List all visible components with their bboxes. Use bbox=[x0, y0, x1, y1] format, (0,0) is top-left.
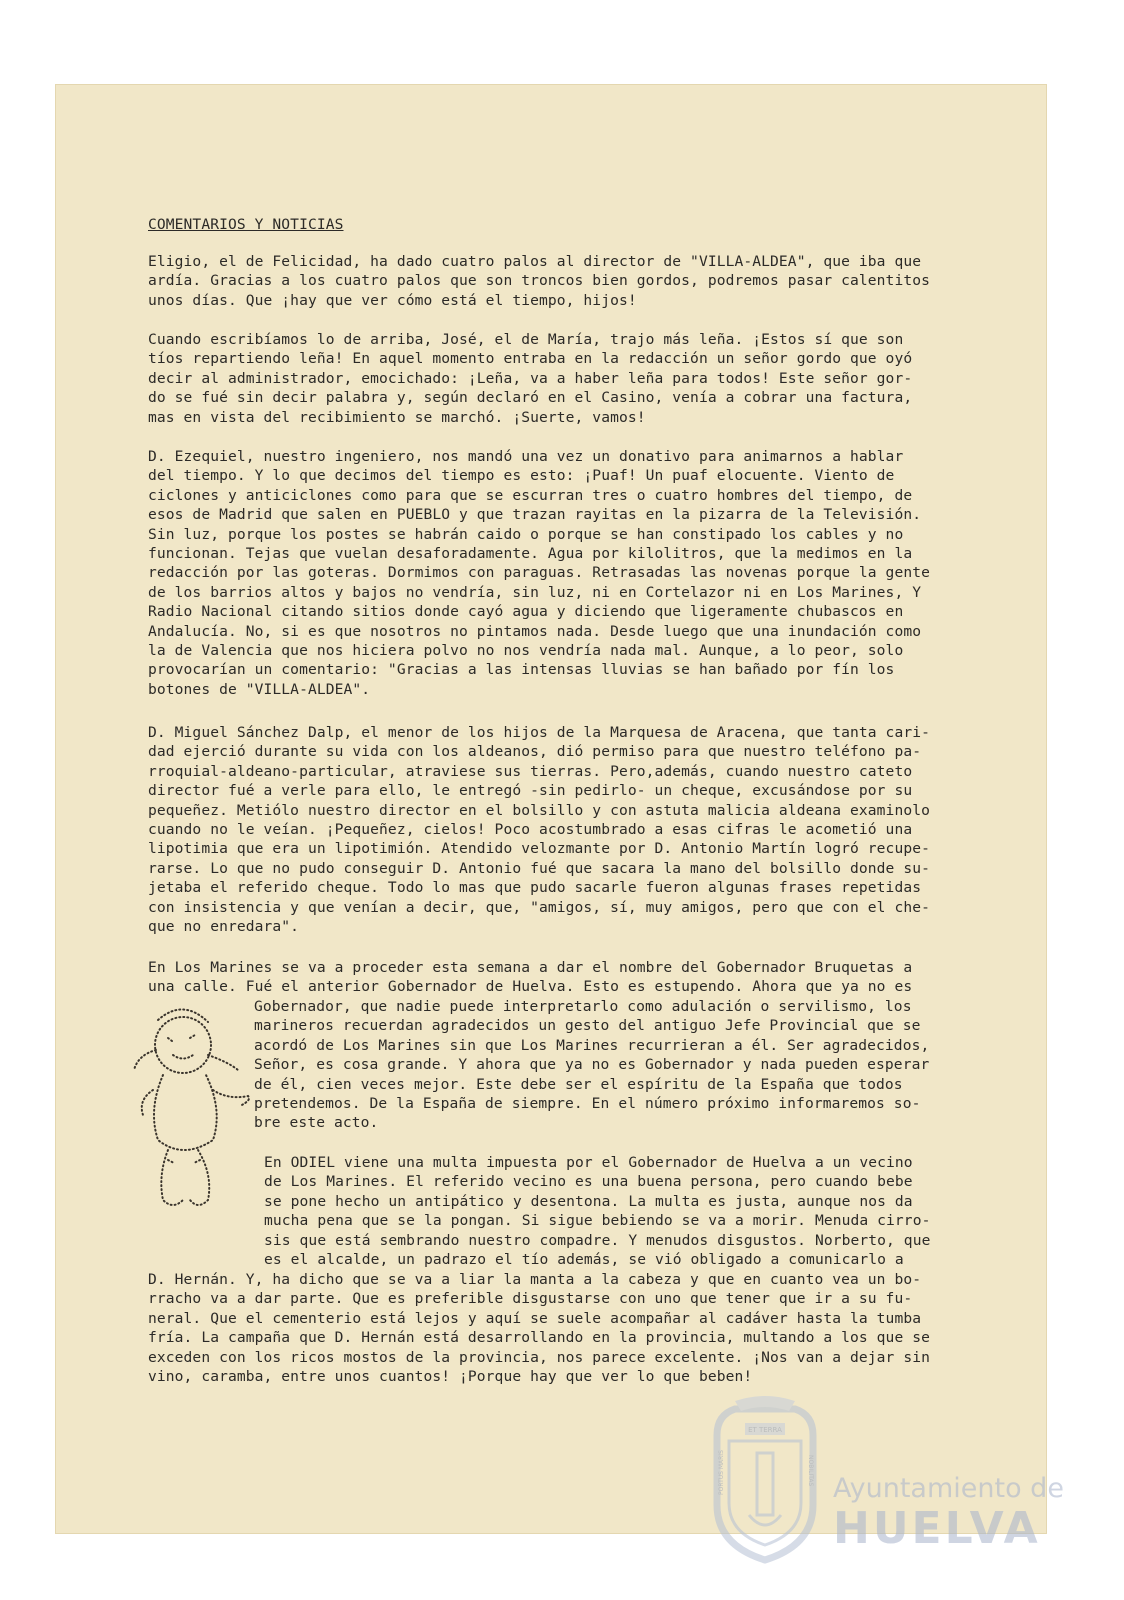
ayuntamiento-huelva-watermark bbox=[705, 1395, 1064, 1565]
paragraph-cheque: D. Miguel Sánchez Dalp, el menor de los hijos de la Marquesa de Aracena, que tanta cari- dad ejerció durante su vida con los aldeanos, dió permiso para que nuestro teléfono pa- rroquial-aldeano-particular, atraviese sus tierras. Pero,además, cuando nuestro cateto director fué a verle para ello, le entregó -sin pedirlo- un cheque, excusándose por su pequeñez. Metiólo nuestro director en el bolsillo y con astuta malicia aldeana examinolo cuando no le veían. ¡Pequeñez, cielos! Poco acostumbrado a esas cifras le acometió una lipotimia que era un lipotimión. Atendido velozmante por D. Antonio Martín logró recupe- rarse. Lo que no pudo conseguir D. Antonio fué que sacara la mano del bolsillo donde su- jetaba el referido cheque. Todo lo mas que pudo sacarle fueron algunas frases repetidas con insistencia y que venían a decir, que, "amigos, sí, muy amigos, pero que con el che- que no enredara". bbox=[148, 724, 930, 936]
shield-ribbon-text: ET TERRA bbox=[748, 1426, 782, 1434]
paragraph-eligio: Eligio, el de Felicidad, ha dado cuatro palos al director de "VILLA-ALDEA", que iba que ardía. Gracias a los cuatro palos que son troncos bien gordos, podremos pasar calentitos unos días. Que ¡hay que ver cómo está el tiempo, hijos! bbox=[148, 253, 930, 309]
shield-right-text: NOBILITAS bbox=[807, 1455, 814, 1487]
watermark-title: Ayuntamiento de bbox=[833, 1473, 1064, 1504]
page-title: COMENTARIOS Y NOTICIAS bbox=[148, 216, 344, 233]
watermark-city: HUELVA bbox=[833, 1503, 1041, 1554]
shield-left-text: PORTUS MARIS bbox=[718, 1450, 725, 1495]
paragraph-lena: Cuando escribíamos lo de arriba, José, el de María, trajo más leña. ¡Estos sí que son tíos repartiendo leña! En aquel momento entraba en la redacción un señor gordo que oyó decir al administrador, emocichado: ¡Leña, va a haber leña para todos! Este señor gor- do se fué sin decir palabra y, según declaró en el Casino, venía a cobrar una factura, mas en vista del recibimiento se marchó. ¡Suerte, vamos! bbox=[148, 331, 913, 426]
typed-cherub-illustration bbox=[128, 1000, 258, 1230]
paragraph-gobernador-intro: En Los Marines se va a proceder esta semana a dar el nombre del Gobernador Bruquetas a una calle. Fué el anterior Gobernador de Huelva. Esto es estupendo. Ahora que ya no es bbox=[148, 959, 913, 996]
paragraph-odiel-end: D. Hernán. Y, ha dicho que se va a liar la manta a la cabeza y que en cuanto vea un bo- rracho va a dar parte. Que es preferible disgustarse con uno que tener que ir a su fu- neral. Que el cementerio está lejos y aquí se suele acompañar al cadáver hasta la tumba fría. La campaña que D. Hernán está desarrollando en la provincia, multando a los que se exceden con los ricos mostos de la provincia, nos parece excelente. ¡Nos van a dejar sin vino, caramba, entre unos cuantos! ¡Porque hay que ver lo que beben! bbox=[148, 1271, 930, 1386]
paragraph-gobernador-body: Gobernador, que nadie puede interpretarlo como adulación o servilismo, los marineros recuerdan agradecidos un gesto del antiguo Jefe Provincial que se acordó de Los Marines sin que Los Marines recurrieran a él. Ser agradecidos, Señor, es cosa grande. Y ahora que ya no es Gobernador y nada pueden esperar de él, cien veces mejor. Este debe ser el espíritu de la España que todos pretendemos. De la España de siempre. En el número próximo informaremos so- bre este acto. bbox=[254, 998, 930, 1132]
paragraph-odiel-body: En ODIEL viene una multa impuesta por el Gobernador de Huelva a un vecino de Los Marines. El referido vecino es una buena persona, pero cuando bebe se pone hecho un antipático y desentona. La multa es justa, aunque nos da mucha pena que se la pongan. Si sigue bebiendo se va a morir. Menuda cirro- sis que está sembrando nuestro compadre. Y menudos disgustos. Norberto, que es el alcalde, un padrazo el tío además, se vió obligado a comunicarlo a bbox=[264, 1154, 931, 1269]
huelva-coat-of-arms-icon bbox=[705, 1395, 825, 1565]
paragraph-tiempo: D. Ezequiel, nuestro ingeniero, nos mandó una vez un donativo para animarnos a hablar del tiempo. Y lo que decimos del tiempo es esto: ¡Puaf! Un puaf elocuente. Viento de ciclones y anticiclones como para que se escurran tres o cuatro hombres del tiempo, de esos de Madrid que salen en PUEBLO y que trazan rayitas en la pizarra de la Televisión. Sin luz, porque los postes se habrán caido o porque se han constipado los cables y no funcionan. Tejas que vuelan desaforadamente. Agua por kilolitros, que la medimos en la redacción por las goteras. Dormimos con paraguas. Retrasadas las novenas porque la gente de los barrios altos y bajos no vendría, sin luz, ni en Cortelazor ni en Los Marines, Y Radio Nacional citando sitios donde cayó agua y diciendo que ligeramente chubascos en Andalucía. No, si es que nosotros no pintamos nada. Desde luego que una inundación como la de Valencia que nos hiciera polvo no nos vendría nada mal. Aunque, a lo peor, solo provocarían un comentario: "Gracias a las intensas lluvias se han bañado por fín los botones de "VILLA-ALDEA". bbox=[148, 448, 930, 698]
